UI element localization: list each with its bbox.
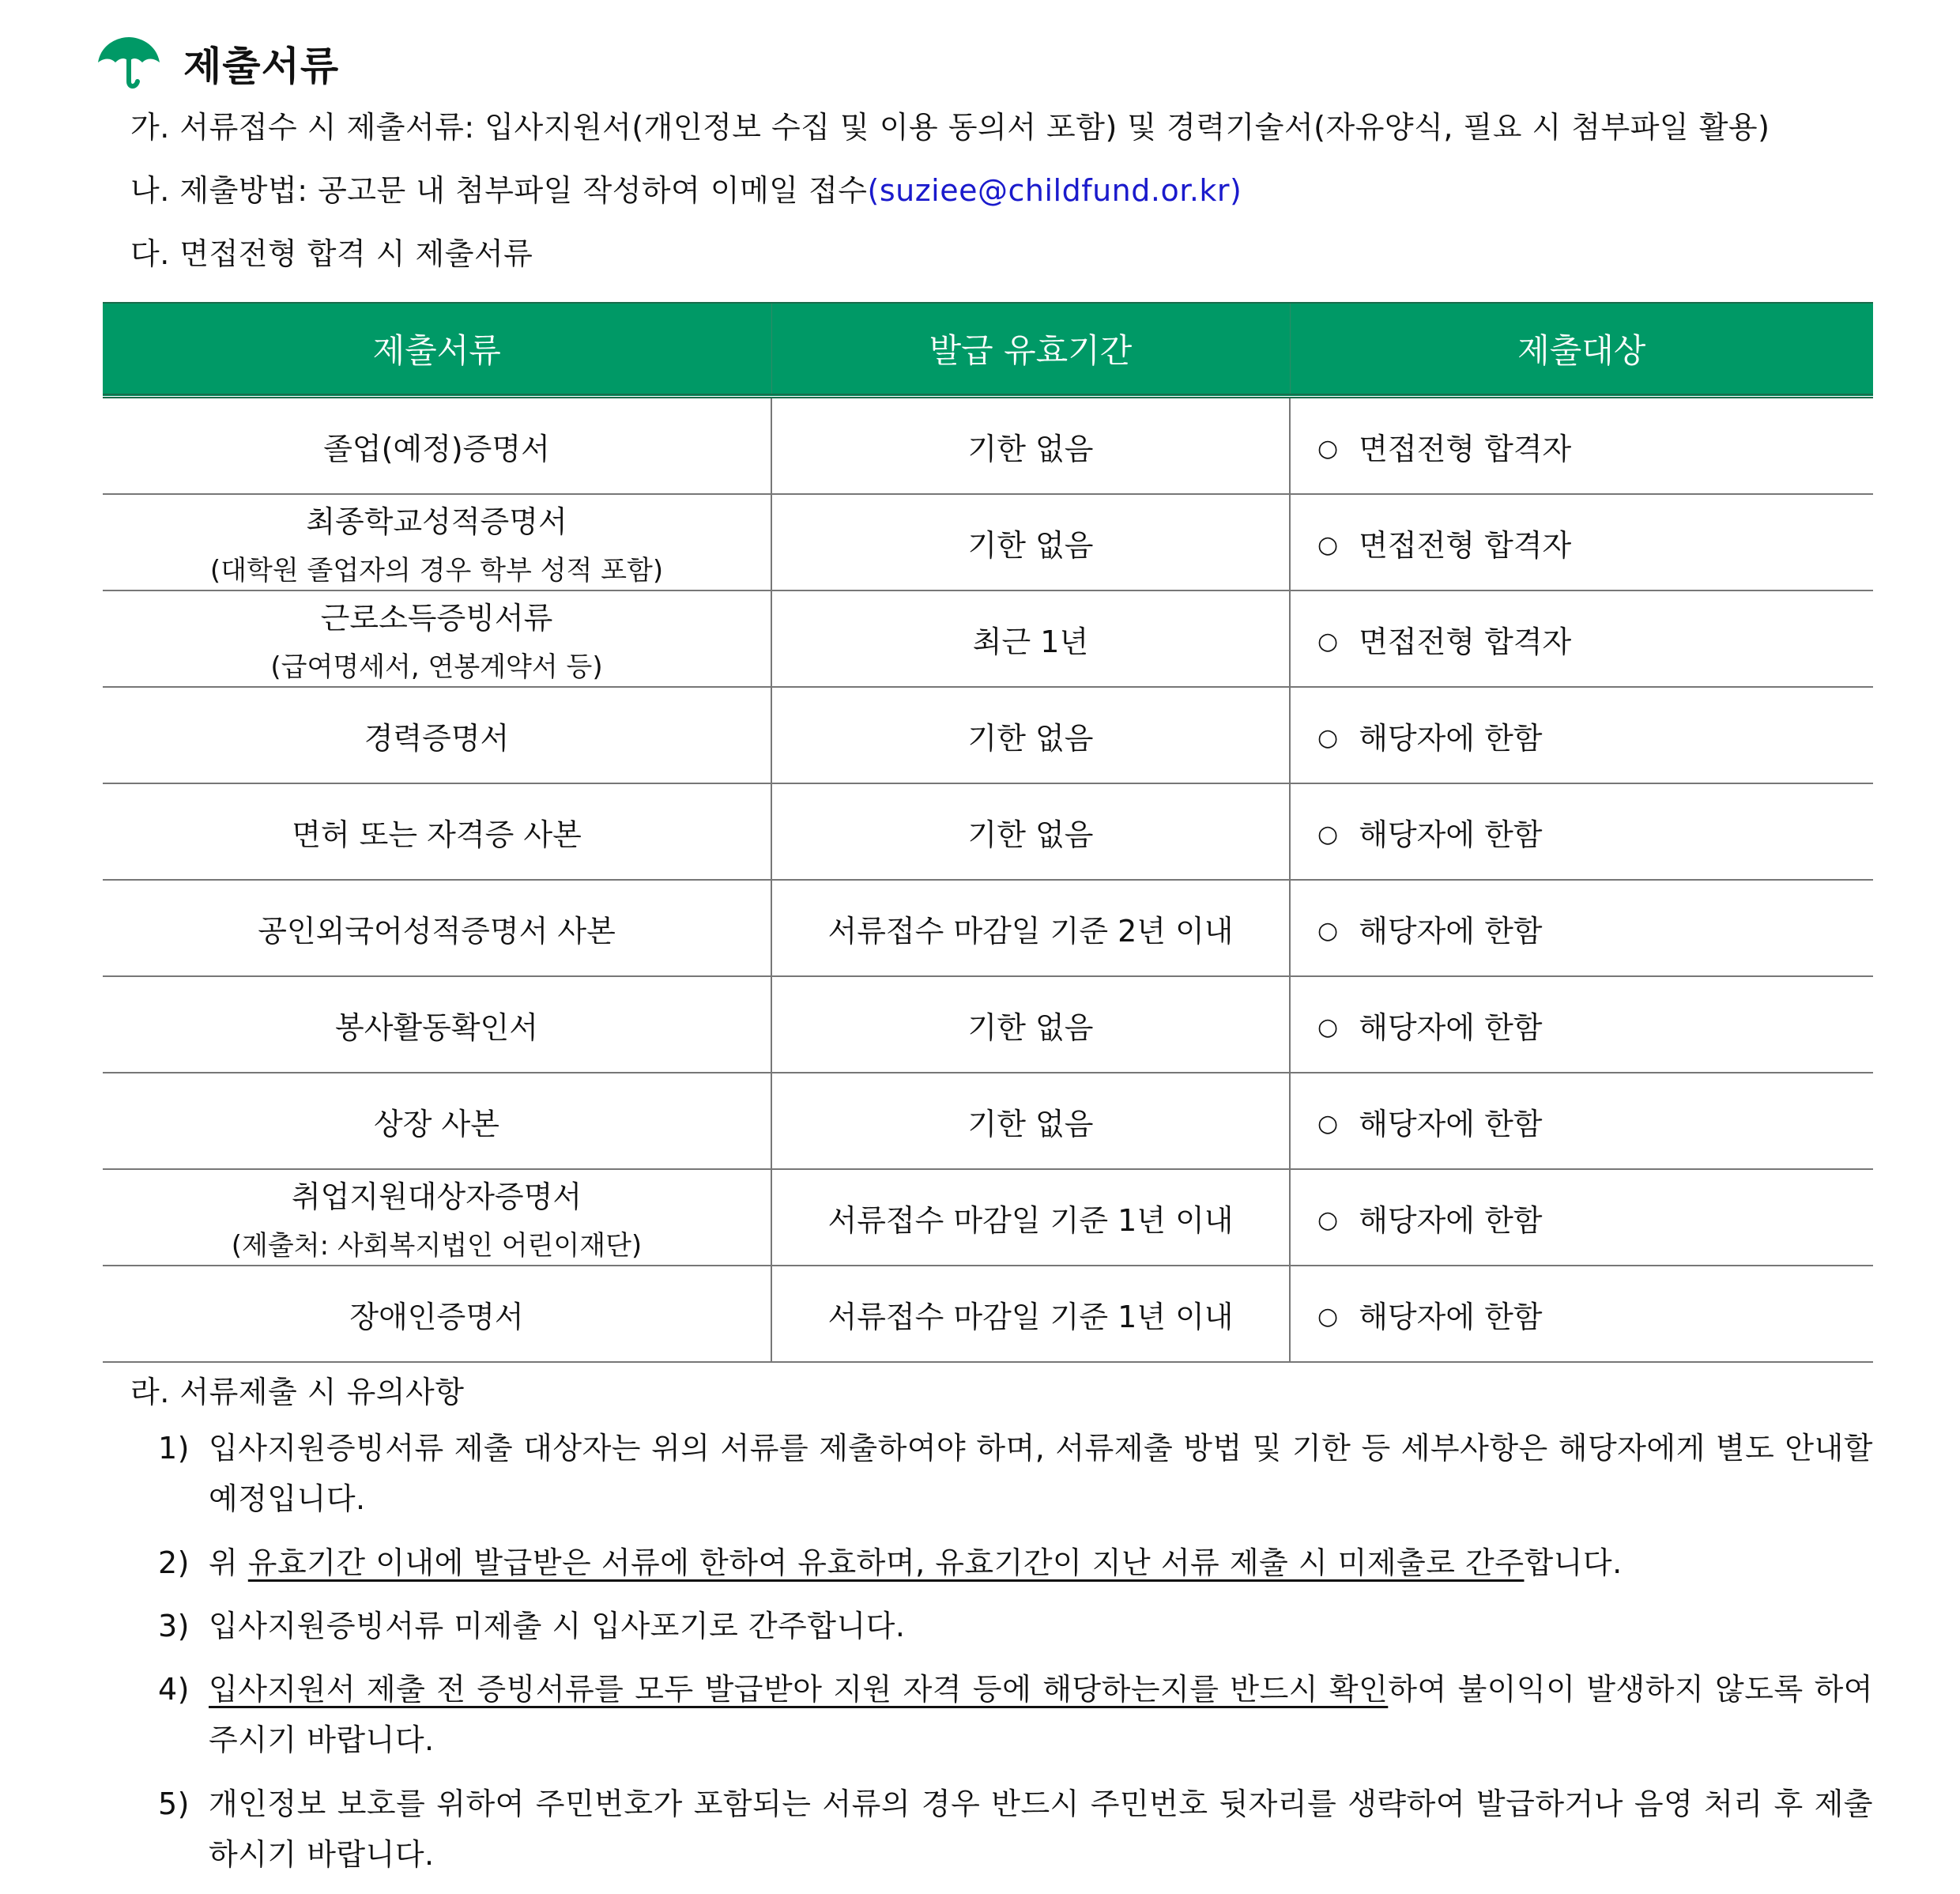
doc-cell [103, 396, 771, 494]
period-cell: 최근 1년 [771, 590, 1290, 687]
target-cell [1290, 1073, 1873, 1169]
note-number: 1) [158, 1431, 190, 1466]
doc-name: 봉사활동확인서 [335, 1009, 538, 1045]
doc-cell [103, 976, 771, 1073]
period-cell: 기한 없음 [771, 976, 1290, 1073]
table-row [103, 976, 1873, 1073]
period-cell: 서류접수 마감일 기준 1년 이내 [771, 1169, 1290, 1266]
note-text: 입사지원증빙서류 제출 대상자는 위의 서류를 제출하여야 하며, 서류제출 방법 및 기한 등 세부사항은 해당자에게 별도 안내할 예정입니다. [209, 1431, 1873, 1516]
note-5 [158, 1779, 1873, 1880]
doc-cell [103, 590, 771, 687]
period-cell: 기한 없음 [771, 1073, 1290, 1169]
header-doc: 제출서류 [103, 303, 771, 396]
target-text: 해당자에 한함 [1359, 817, 1543, 852]
bullet: ○ [1317, 723, 1339, 752]
target-text: 해당자에 한함 [1359, 1009, 1543, 1045]
doc-name: 상장 사본 [374, 1106, 499, 1141]
doc-sub: (제출처: 사회복지법인 어린이재단) [231, 1230, 643, 1262]
item-na-text: 나. 제출방법: 공고문 내 첨부파일 작성하여 이메일 접수 [130, 173, 868, 208]
bullet: ○ [1317, 1109, 1339, 1138]
doc-cell [103, 1266, 771, 1362]
target-text: 면접전형 합격자 [1359, 527, 1572, 563]
period-cell: 기한 없음 [771, 783, 1290, 880]
bullet: ○ [1317, 627, 1339, 655]
target-text: 면접전형 합격자 [1359, 624, 1572, 659]
note-1 [158, 1423, 1873, 1524]
doc-cell [103, 1169, 771, 1266]
target-cell [1290, 1169, 1873, 1266]
bullet: ○ [1317, 434, 1339, 462]
note-text [209, 1537, 1873, 1588]
doc-cell [103, 880, 771, 976]
bullet: ○ [1317, 530, 1339, 559]
note-text-post: 하여 불이익이 발생하지 않도록 하여 주시기 바랍니다. [209, 1672, 1873, 1757]
target-text: 해당자에 한함 [1359, 1106, 1543, 1141]
period-cell: 서류접수 마감일 기준 1년 이내 [771, 1266, 1290, 1362]
doc-cell [103, 783, 771, 880]
header-period: 발급 유효기간 [771, 303, 1290, 396]
period-cell: 기한 없음 [771, 494, 1290, 590]
item-ga: 가. 서류접수 시 제출서류: 입사지원서(개인정보 수집 및 이용 동의서 포함) 및 경력기술서(자유양식, 필요 시 첨부파일 활용) [130, 110, 1770, 145]
doc-name: 취업지원대상자증명서 [291, 1179, 582, 1214]
doc-name: 경력증명서 [364, 720, 510, 756]
note-text-underlined: 유효기간 이내에 발급받은 서류에 한하여 유효하며, 유효기간이 지난 서류 제출 시 미제출로 간주 [247, 1545, 1525, 1580]
target-text: 해당자에 한함 [1359, 720, 1543, 756]
table-row [103, 687, 1873, 783]
target-cell [1290, 590, 1873, 687]
doc-name: 공인외국어성적증명서 사본 [258, 913, 616, 949]
doc-name: 최종학교성적증명서 [306, 504, 567, 539]
note-number: 3) [158, 1609, 190, 1643]
target-cell [1290, 783, 1873, 880]
bullet: ○ [1317, 820, 1339, 848]
note-3 [158, 1601, 1873, 1651]
period-cell: 서류접수 마감일 기준 2년 이내 [771, 880, 1290, 976]
table-row [103, 1073, 1873, 1169]
note-text [209, 1664, 1873, 1765]
doc-name: 졸업(예정)증명서 [323, 431, 550, 466]
target-cell [1290, 1266, 1873, 1362]
documents-table [103, 302, 1873, 1363]
target-text: 면접전형 합격자 [1359, 431, 1572, 466]
note-text-pre: 위 [209, 1545, 248, 1580]
item-na [130, 166, 1242, 209]
note-text-post: 합니다. [1524, 1545, 1623, 1580]
note-4 [158, 1664, 1873, 1765]
table-row [103, 494, 1873, 590]
note-number: 4) [158, 1672, 190, 1707]
target-cell [1290, 494, 1873, 590]
note-text: 개인정보 보호를 위하여 주민번호가 포함되는 서류의 경우 반드시 주민번호 뒷자리를 생략하여 발급하거나 음영 처리 후 제출하시기 바랍니다. [209, 1786, 1873, 1872]
bullet: ○ [1317, 1302, 1339, 1330]
table-row [103, 1266, 1873, 1362]
doc-cell [103, 687, 771, 783]
table-row [103, 590, 1873, 687]
section-header [95, 24, 339, 103]
table-row [103, 880, 1873, 976]
table-row [103, 783, 1873, 880]
period-cell: 기한 없음 [771, 396, 1290, 494]
doc-cell [103, 1073, 771, 1169]
doc-name: 근로소득증빙서류 [320, 601, 553, 636]
item-ra: 라. 서류제출 시 유의사항 [130, 1375, 465, 1409]
target-text: 해당자에 한함 [1359, 1202, 1543, 1238]
target-cell [1290, 396, 1873, 494]
bullet: ○ [1317, 1205, 1339, 1234]
table-row [103, 396, 1873, 494]
note-number: 2) [158, 1545, 190, 1580]
doc-cell [103, 494, 771, 590]
period-cell: 기한 없음 [771, 687, 1290, 783]
header-target: 제출대상 [1290, 303, 1873, 396]
target-cell [1290, 880, 1873, 976]
note-text-underlined: 입사지원서 제출 전 증빙서류를 모두 발급받아 지원 자격 등에 해당하는지를 반드시 확인 [209, 1672, 1389, 1707]
note-number: 5) [158, 1786, 190, 1821]
target-text: 해당자에 한함 [1359, 913, 1543, 949]
table-header-row [103, 303, 1873, 396]
doc-sub: (급여명세서, 연봉계약서 등) [270, 651, 603, 683]
target-text: 해당자에 한함 [1359, 1299, 1543, 1334]
item-da: 다. 면접전형 합격 시 제출서류 [130, 236, 533, 271]
target-cell [1290, 976, 1873, 1073]
bullet: ○ [1317, 1013, 1339, 1041]
doc-sub: (대학원 졸업자의 경우 학부 성적 포함) [209, 555, 664, 587]
email-link[interactable]: (suziee@childfund.or.kr) [867, 173, 1242, 208]
note-2 [158, 1537, 1873, 1588]
bullet: ○ [1317, 916, 1339, 945]
doc-name: 장애인증명서 [349, 1299, 524, 1334]
umbrella-icon [95, 36, 163, 91]
note-text: 입사지원증빙서류 미제출 시 입사포기로 간주합니다. [209, 1609, 906, 1643]
page-title: 제출서류 [183, 43, 340, 89]
doc-name: 면허 또는 자격증 사본 [292, 817, 582, 852]
target-cell [1290, 687, 1873, 783]
table-row [103, 1169, 1873, 1266]
